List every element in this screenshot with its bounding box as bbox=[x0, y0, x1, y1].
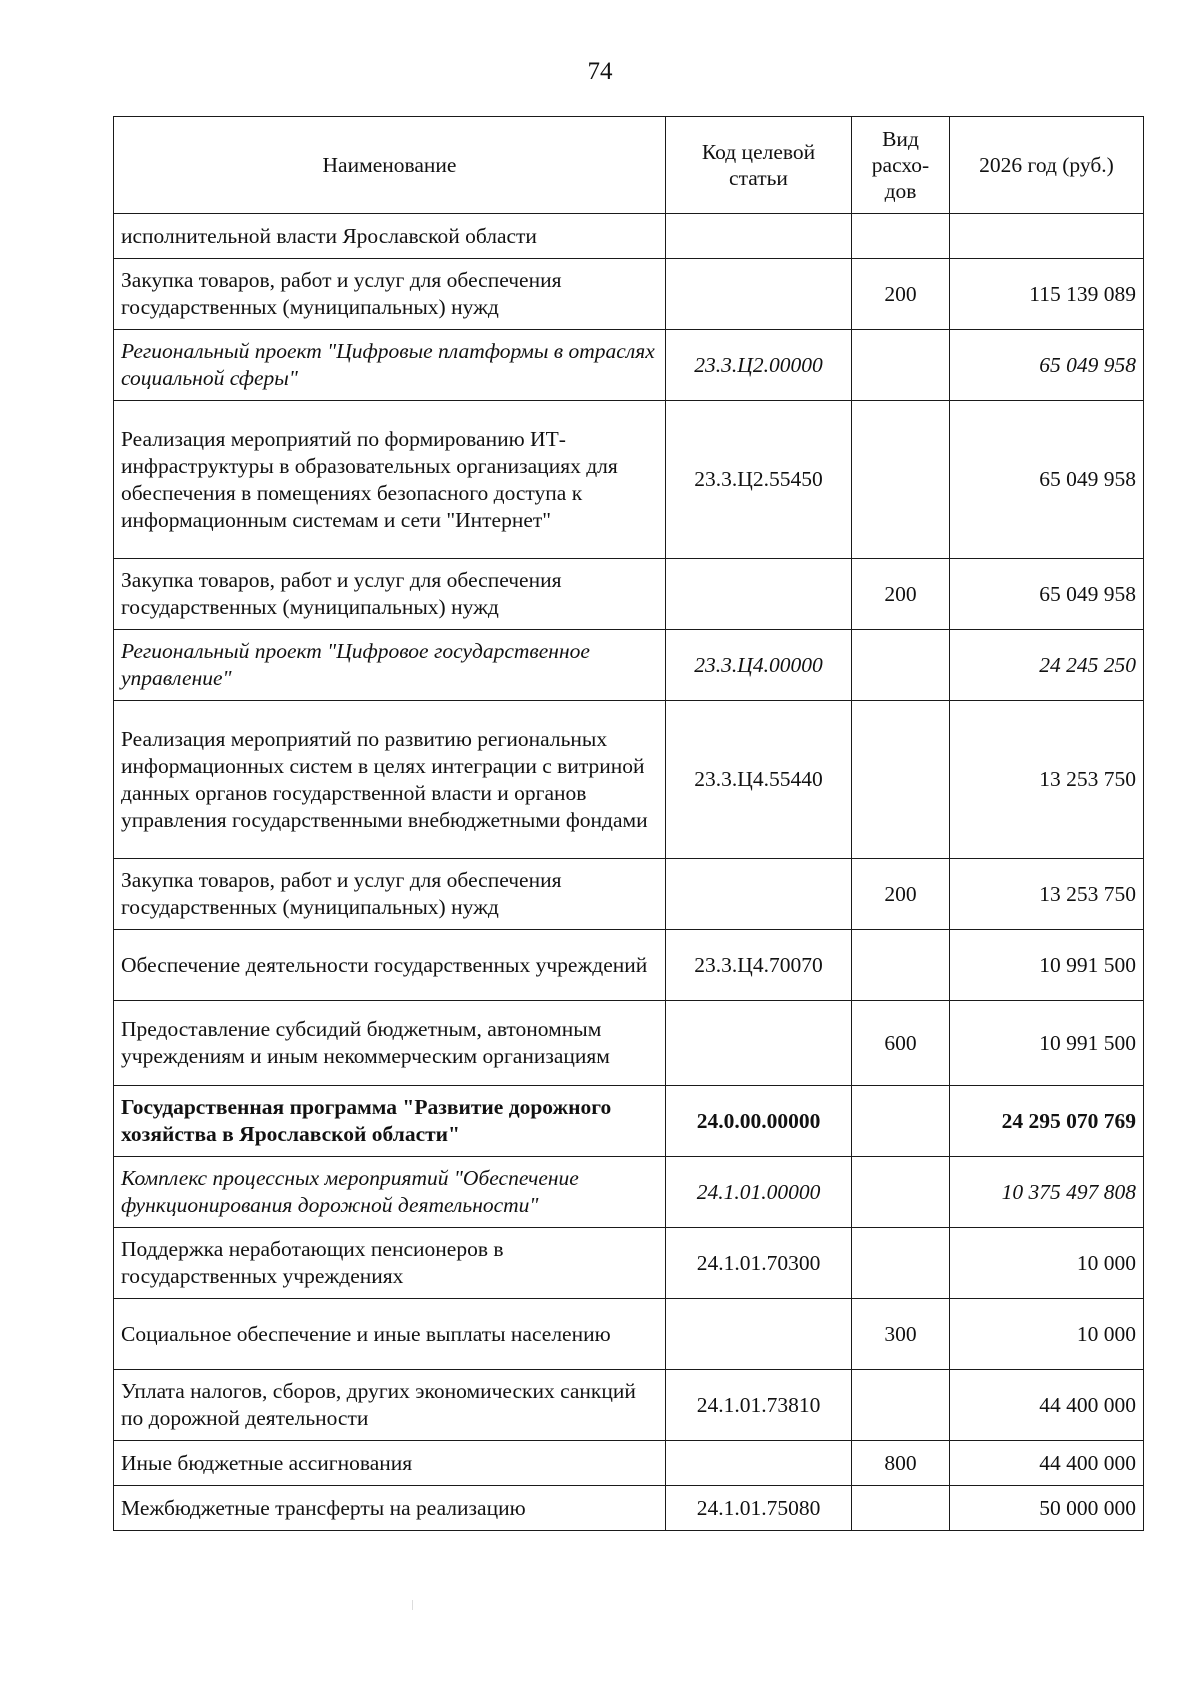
page-number: 74 bbox=[587, 58, 613, 85]
row-amount: 44 400 000 bbox=[950, 1370, 1144, 1441]
row-code: 23.3.Ц2.00000 bbox=[666, 330, 852, 401]
row-code bbox=[666, 559, 852, 630]
row-name: Уплата налогов, сборов, других экономических санкций по дорожной деятельности bbox=[114, 1370, 666, 1441]
row-name: Иные бюджетные ассигнования bbox=[114, 1441, 666, 1486]
row-code: 24.1.01.00000 bbox=[666, 1157, 852, 1228]
row-name: Региональный проект "Цифровые платформы в отраслях социальной сферы" bbox=[114, 330, 666, 401]
row-amount: 13 253 750 bbox=[950, 859, 1144, 930]
table-row bbox=[114, 1228, 1144, 1299]
row-amount: 10 991 500 bbox=[950, 1001, 1144, 1086]
row-kind bbox=[852, 330, 950, 401]
table-row bbox=[114, 1441, 1144, 1486]
row-name: Государственная программа "Развитие дорожного хозяйства в Ярославской области" bbox=[114, 1086, 666, 1157]
row-kind: 600 bbox=[852, 1001, 950, 1086]
row-code bbox=[666, 214, 852, 259]
row-code: 24.1.01.75080 bbox=[666, 1486, 852, 1531]
row-code: 23.3.Ц2.55450 bbox=[666, 401, 852, 559]
row-name: исполнительной власти Ярославской области bbox=[114, 214, 666, 259]
table-row bbox=[114, 859, 1144, 930]
row-code: 23.3.Ц4.55440 bbox=[666, 701, 852, 859]
row-code bbox=[666, 1001, 852, 1086]
row-amount: 10 375 497 808 bbox=[950, 1157, 1144, 1228]
row-kind bbox=[852, 1157, 950, 1228]
row-amount: 24 295 070 769 bbox=[950, 1086, 1144, 1157]
row-kind: 300 bbox=[852, 1299, 950, 1370]
table-row bbox=[114, 1486, 1144, 1531]
row-name: Реализация мероприятий по формированию ИТ-инфраструктуры в образовательных организациях для обеспечения в помещениях безопасного доступа к информационным системам и сети "Интернет" bbox=[114, 401, 666, 559]
row-amount: 65 049 958 bbox=[950, 559, 1144, 630]
row-name: Комплекс процессных мероприятий "Обеспечение функционирования дорожной деятельности" bbox=[114, 1157, 666, 1228]
row-kind bbox=[852, 1086, 950, 1157]
row-amount: 44 400 000 bbox=[950, 1441, 1144, 1486]
row-amount: 10 000 bbox=[950, 1228, 1144, 1299]
row-code: 24.1.01.70300 bbox=[666, 1228, 852, 1299]
table-row bbox=[114, 559, 1144, 630]
table-row bbox=[114, 1001, 1144, 1086]
row-amount: 115 139 089 bbox=[950, 259, 1144, 330]
row-name: Закупка товаров, работ и услуг для обеспечения государственных (муниципальных) нужд bbox=[114, 859, 666, 930]
row-kind bbox=[852, 1370, 950, 1441]
row-name: Социальное обеспечение и иные выплаты населению bbox=[114, 1299, 666, 1370]
row-kind bbox=[852, 930, 950, 1001]
row-amount: 10 000 bbox=[950, 1299, 1144, 1370]
row-name: Поддержка неработающих пенсионеров в государственных учреждениях bbox=[114, 1228, 666, 1299]
row-kind: 800 bbox=[852, 1441, 950, 1486]
table-row bbox=[114, 330, 1144, 401]
row-kind bbox=[852, 1228, 950, 1299]
table-row bbox=[114, 214, 1144, 259]
table-row bbox=[114, 1299, 1144, 1370]
row-code bbox=[666, 1441, 852, 1486]
row-kind: 200 bbox=[852, 859, 950, 930]
row-name: Закупка товаров, работ и услуг для обеспечения государственных (муниципальных) нужд bbox=[114, 259, 666, 330]
row-kind bbox=[852, 214, 950, 259]
row-amount: 65 049 958 bbox=[950, 401, 1144, 559]
table-row bbox=[114, 1157, 1144, 1228]
table-row bbox=[114, 630, 1144, 701]
header-kind: Вид расхо-дов bbox=[852, 117, 950, 214]
header-amount: 2026 год (руб.) bbox=[950, 117, 1144, 214]
row-kind: 200 bbox=[852, 559, 950, 630]
row-name: Обеспечение деятельности государственных учреждений bbox=[114, 930, 666, 1001]
row-kind: 200 bbox=[852, 259, 950, 330]
row-code bbox=[666, 1299, 852, 1370]
row-amount: 13 253 750 bbox=[950, 701, 1144, 859]
row-code: 23.3.Ц4.00000 bbox=[666, 630, 852, 701]
row-amount: 50 000 000 bbox=[950, 1486, 1144, 1531]
header-code: Код целевой статьи bbox=[666, 117, 852, 214]
row-code: 24.0.00.00000 bbox=[666, 1086, 852, 1157]
row-name: Реализация мероприятий по развитию региональных информационных систем в целях интеграции с витриной данных органов государственной власти и органов управления государственными внебюджетными фондами bbox=[114, 701, 666, 859]
row-kind bbox=[852, 1486, 950, 1531]
table-header-row bbox=[114, 117, 1144, 214]
table-row bbox=[114, 930, 1144, 1001]
row-amount: 65 049 958 bbox=[950, 330, 1144, 401]
row-name: Межбюджетные трансферты на реализацию bbox=[114, 1486, 666, 1531]
row-code bbox=[666, 859, 852, 930]
row-kind bbox=[852, 401, 950, 559]
table-row bbox=[114, 701, 1144, 859]
row-code: 23.3.Ц4.70070 bbox=[666, 930, 852, 1001]
table-row bbox=[114, 1370, 1144, 1441]
row-code bbox=[666, 259, 852, 330]
row-kind bbox=[852, 701, 950, 859]
scan-artifact bbox=[412, 1600, 413, 1610]
row-name: Закупка товаров, работ и услуг для обеспечения государственных (муниципальных) нужд bbox=[114, 559, 666, 630]
row-amount: 24 245 250 bbox=[950, 630, 1144, 701]
table-row bbox=[114, 401, 1144, 559]
row-amount bbox=[950, 214, 1144, 259]
table-row bbox=[114, 259, 1144, 330]
row-name: Предоставление субсидий бюджетным, автономным учреждениям и иным некоммерческим организациям bbox=[114, 1001, 666, 1086]
budget-table bbox=[113, 116, 1144, 1531]
header-name: Наименование bbox=[114, 117, 666, 214]
table-row bbox=[114, 1086, 1144, 1157]
row-name: Региональный проект "Цифровое государственное управление" bbox=[114, 630, 666, 701]
row-amount: 10 991 500 bbox=[950, 930, 1144, 1001]
row-kind bbox=[852, 630, 950, 701]
row-code: 24.1.01.73810 bbox=[666, 1370, 852, 1441]
